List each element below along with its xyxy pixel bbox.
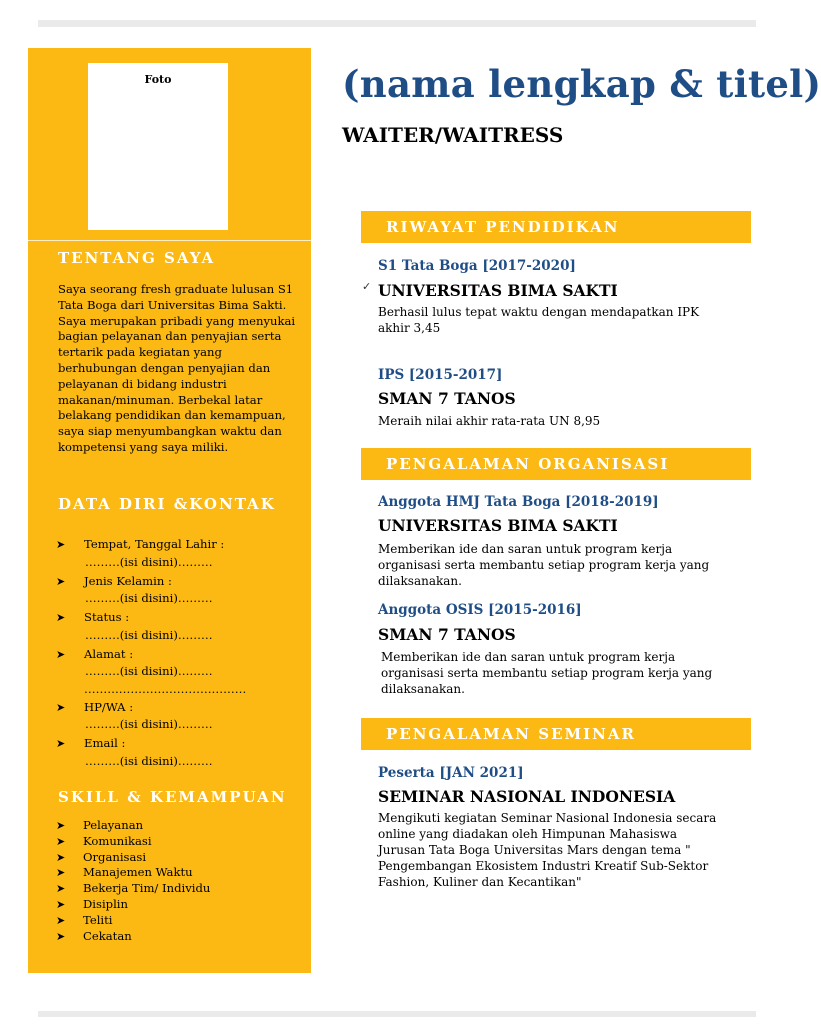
seminar-band	[361, 718, 751, 750]
arrow-bullet-icon: ➤	[56, 929, 66, 943]
skill-item	[56, 834, 210, 850]
arrow-bullet-icon: ➤	[56, 866, 66, 880]
skill-label: Cekatan	[83, 928, 132, 943]
job-title: WAITER/WAITRESS	[342, 123, 564, 147]
organization-heading: PENGALAMAN ORGANISASI	[386, 455, 670, 473]
skills-list	[56, 818, 210, 944]
arrow-bullet-icon: ➤	[56, 611, 66, 624]
contact-label: Email :	[84, 736, 126, 750]
arrow-bullet-icon: ➤	[56, 834, 66, 848]
education-desc-1: Berhasil lulus tepat waktu dengan mendapatkan IPK akhir 3,45	[378, 305, 700, 335]
skill-item	[56, 929, 210, 945]
page-bottom-edge	[38, 1011, 756, 1017]
organization-desc-1: Memberikan ide dan saran untuk program kerja organisasi serta membantu setiap program kerja yang dilaksanakan.	[378, 542, 710, 588]
about-heading: TENTANG SAYA	[58, 249, 216, 267]
contact-value: ………(isi disini)………	[85, 591, 213, 605]
skills-heading: SKILL & KEMAMPUAN	[58, 788, 287, 806]
contact-item-address	[56, 646, 246, 699]
about-text	[58, 282, 298, 456]
sidebar	[28, 48, 311, 973]
skill-item	[56, 850, 210, 866]
contact-item-birth	[56, 536, 246, 573]
full-name: (nama lengkap & titel)	[342, 62, 821, 106]
education-heading: RIWAYAT PENDIDIKAN	[386, 218, 620, 236]
contact-list	[56, 536, 246, 772]
skill-label: Organisasi	[83, 849, 147, 864]
seminar-title-1: Peserta [JAN 2021]	[378, 765, 524, 781]
skill-item	[56, 818, 210, 834]
contact-heading: DATA DIRI &KONTAK	[58, 495, 276, 513]
arrow-bullet-icon: ➤	[56, 700, 66, 714]
contact-label: Tempat, Tanggal Lahir :	[84, 537, 225, 551]
sidebar-divider	[28, 240, 311, 241]
contact-value: ………(isi disini)………	[85, 554, 213, 569]
skill-item	[56, 865, 210, 881]
arrow-bullet-icon: ➤	[56, 819, 66, 832]
seminar-heading: PENGALAMAN SEMINAR	[386, 725, 636, 743]
contact-value: ………(isi disini)………	[85, 717, 213, 731]
skill-label: Manajemen Waktu	[83, 865, 193, 880]
skill-label: Bekerja Tim/ Individu	[83, 881, 211, 896]
arrow-bullet-icon: ➤	[56, 647, 66, 661]
check-icon: ✓	[362, 280, 372, 293]
education-title-2: IPS [2015-2017]	[378, 367, 503, 383]
education-org-2: SMAN 7 TANOS	[378, 389, 516, 408]
page-top-edge	[38, 20, 756, 27]
contact-value: ………(isi disini)………	[85, 627, 213, 642]
skill-label: Pelayanan	[83, 818, 144, 832]
contact-value-extra: ……………………………………	[84, 681, 247, 696]
seminar-org-1: SEMINAR NASIONAL INDONESIA	[378, 787, 676, 806]
seminar-desc-1: Mengikuti kegiatan Seminar Nasional Indonesia secara online yang diadakan oleh Himpunan Mahasiswa Jurusan Tata Boga Universitas Mars dengan tema " Pengembangan Ekosistem Industri Kreatif Sub-Sektor Fashion, Kuliner dan Kecantikan"	[378, 811, 717, 889]
contact-label: HP/WA :	[84, 699, 134, 714]
contact-value: ………(isi disini)………	[85, 753, 213, 768]
contact-item-phone	[56, 699, 246, 736]
arrow-bullet-icon: ➤	[56, 538, 66, 551]
organization-desc-2: Memberikan ide dan saran untuk program kerja organisasi serta membantu setiap program kerja yang dilaksanakan.	[381, 650, 713, 696]
education-title-1: S1 Tata Boga [2017-2020]	[378, 258, 576, 274]
education-desc-2: Meraih nilai akhir rata-rata UN 8,95	[378, 414, 601, 428]
organization-title-1: Anggota HMJ Tata Boga [2018-2019]	[378, 494, 659, 510]
skill-item	[56, 897, 210, 913]
skill-item	[56, 881, 210, 897]
arrow-bullet-icon: ➤	[56, 574, 66, 588]
organization-org-2: SMAN 7 TANOS	[378, 625, 516, 644]
skill-label: Disiplin	[83, 896, 128, 911]
education-band	[361, 211, 751, 243]
photo-placeholder	[88, 63, 228, 230]
contact-label: Status :	[84, 610, 130, 624]
arrow-bullet-icon: ➤	[56, 850, 66, 864]
contact-item-email	[56, 735, 246, 772]
education-org-1: UNIVERSITAS BIMA SAKTI	[378, 281, 618, 300]
contact-label: Alamat :	[84, 646, 134, 661]
about-paragraph: Saya seorang fresh graduate lulusan S1 Tata Boga dari Universitas Bima Sakti. Saya merupakan pribadi yang menyukai bagian pelayanan dan penyajian serta tertarik pada kegiatan yang berhubungan dengan penyajian dan pelayanan di bidang industri makanan/minuman. Berbekal latar belakang pendidikan dan kemampuan, saya siap menyumbangkan waktu dan kompetensi yang saya miliki.	[58, 282, 296, 454]
arrow-bullet-icon: ➤	[56, 897, 66, 911]
contact-value: ………(isi disini)………	[85, 664, 213, 678]
organization-title-2: Anggota OSIS [2015-2016]	[378, 602, 582, 618]
arrow-bullet-icon: ➤	[56, 913, 66, 927]
contact-label: Jenis Kelamin :	[84, 573, 172, 588]
arrow-bullet-icon: ➤	[56, 737, 66, 750]
organization-band	[361, 448, 751, 480]
contact-item-status	[56, 609, 246, 646]
skill-label: Komunikasi	[83, 833, 152, 848]
arrow-bullet-icon: ➤	[56, 882, 66, 896]
skill-item	[56, 913, 210, 929]
photo-label: Foto	[144, 73, 172, 86]
contact-item-gender	[56, 573, 246, 610]
organization-org-1: UNIVERSITAS BIMA SAKTI	[378, 516, 618, 535]
skill-label: Teliti	[83, 912, 113, 927]
